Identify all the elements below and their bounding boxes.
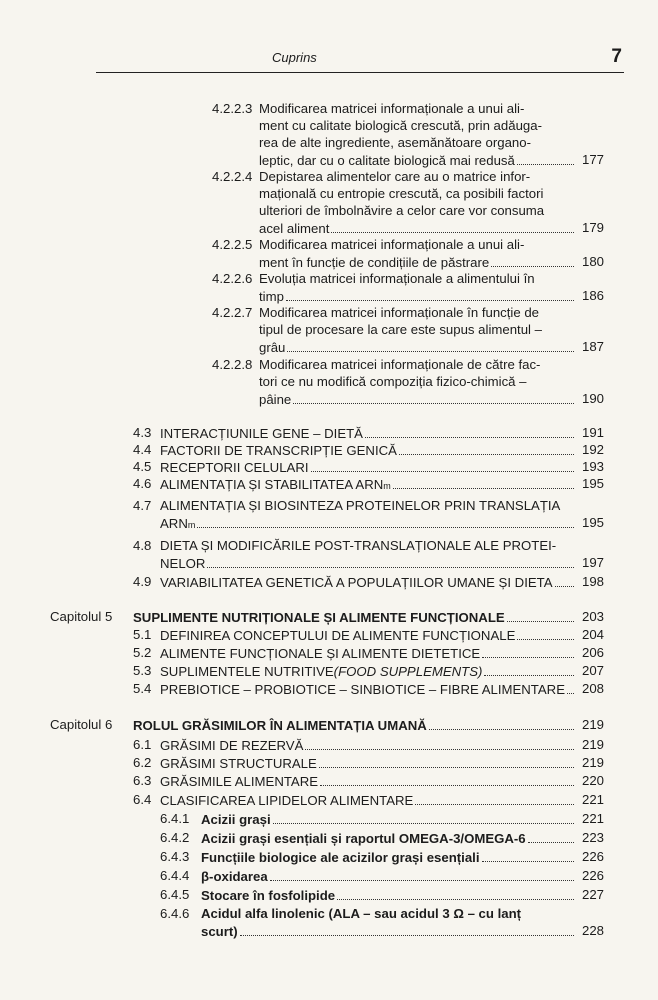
leader-dots xyxy=(197,514,574,528)
subscript: m xyxy=(383,481,391,492)
chapter-label: Capitolul 6 xyxy=(50,717,113,732)
toc-entry xyxy=(0,441,658,458)
entry-text-line xyxy=(259,321,574,338)
leader-dots xyxy=(482,644,574,658)
entry-text-line xyxy=(201,905,574,922)
entry-number: 6.4.4 xyxy=(160,868,190,883)
entry-page-number: 187 xyxy=(581,339,604,354)
entry-title: Funcțiile biologice ale acizilor grași esențiali xyxy=(201,850,480,866)
entry-title: ALIMENTE FUNCȚIONALE ȘI ALIMENTE DIETETICE xyxy=(160,646,481,662)
leader-dots xyxy=(319,754,574,768)
entry-title: Stocare în fosfolipide xyxy=(201,888,336,904)
entry-text-line xyxy=(259,338,574,356)
toc-entry xyxy=(0,100,658,168)
toc-entry xyxy=(0,475,658,492)
entry-number: 4.2.2.4 xyxy=(212,169,253,184)
entry-title: Evoluția matricei informaționale a alimentului în xyxy=(259,271,535,286)
entry-page-number: 219 xyxy=(581,717,604,732)
leader-dots xyxy=(273,810,574,824)
entry-text-line xyxy=(259,219,574,237)
entry-text-line xyxy=(160,772,574,790)
leader-dots xyxy=(528,829,574,843)
leader-dots xyxy=(337,886,574,900)
entry-page-number: 186 xyxy=(581,288,604,303)
entry-number: 4.2.2.6 xyxy=(212,271,253,286)
entry-text-line xyxy=(259,100,574,117)
leader-dots xyxy=(491,253,574,267)
entry-number: 4.2.2.5 xyxy=(212,237,253,252)
entry-number: 6.2 xyxy=(133,755,152,770)
entry-title: DEFINIREA CONCEPTULUI DE ALIMENTE FUNCȚIONALE xyxy=(160,628,516,644)
entry-text-line xyxy=(259,287,574,305)
entry-page-number: 228 xyxy=(581,923,604,938)
entry-page-number: 203 xyxy=(581,609,604,624)
toc-entry xyxy=(0,270,658,304)
entry-title: RECEPTORII CELULARI xyxy=(160,460,309,476)
entry-title: tipul de procesare la care este supus alimentul – xyxy=(259,322,542,337)
entry-page-number: 204 xyxy=(581,627,604,642)
entry-text-line xyxy=(160,475,574,495)
entry-text-line xyxy=(160,626,574,644)
entry-title: pâine xyxy=(259,392,292,408)
entry-title: Modificarea matricei informaționale a unui ali- xyxy=(259,101,525,116)
entry-page-number: 193 xyxy=(581,459,604,474)
toc-entry xyxy=(0,754,658,771)
entry-title: SUPLIMENTELE NUTRITIVE xyxy=(160,664,334,680)
italic-note: (FOOD SUPPLEMENTS) xyxy=(333,664,483,680)
entry-page-number: 208 xyxy=(581,681,604,696)
toc-entry xyxy=(0,829,658,846)
entry-title: ment în funcție de condițiile de păstrare xyxy=(259,255,490,271)
entry-page-number: 221 xyxy=(581,792,604,807)
entry-text-line xyxy=(259,373,574,390)
leader-dots xyxy=(484,662,574,676)
subscript: m xyxy=(187,520,196,531)
entry-title: NELOR xyxy=(160,556,206,572)
entry-title: Modificarea matricei informaționale în funcție de xyxy=(259,305,540,320)
entry-title: DIETA ȘI MODIFICĂRILE POST-TRANSLAȚIONALE ALE PROTEI- xyxy=(160,538,557,553)
page-number: 7 xyxy=(611,46,622,67)
entry-text-line xyxy=(259,151,574,169)
entry-number: 4.4 xyxy=(133,442,152,457)
toc-entry xyxy=(0,886,658,903)
entry-title: mațională cu entropie crescută, ca posibili factori xyxy=(259,186,544,201)
entry-number: 4.7 xyxy=(133,498,152,513)
entry-title: leptic, dar cu o calitate biologică mai redusă xyxy=(259,153,515,169)
entry-text-line xyxy=(259,168,574,185)
entry-text-line xyxy=(160,662,574,680)
entry-title: GRĂSIMILE ALIMENTARE xyxy=(160,774,319,790)
toc-entry xyxy=(0,168,658,236)
entry-title: CLASIFICAREA LIPIDELOR ALIMENTARE xyxy=(160,793,414,809)
entry-page-number: 219 xyxy=(581,737,604,752)
entry-text-line xyxy=(259,356,574,373)
entry-title: grâu xyxy=(259,340,286,356)
entry-text-line xyxy=(259,117,574,134)
entry-text-line xyxy=(259,304,574,321)
entry-text-line xyxy=(160,514,574,534)
entry-text-line xyxy=(201,886,574,904)
entry-title: timp xyxy=(259,289,284,305)
header-title: Cuprins xyxy=(272,50,317,65)
entry-number: 5.4 xyxy=(133,681,152,696)
entry-text-line xyxy=(160,573,574,591)
toc-entry xyxy=(0,772,658,789)
entry-title: tori ce nu modifică compoziția fizico-chimică – xyxy=(259,374,527,389)
entry-title: Acizii grași xyxy=(201,812,271,828)
entry-number: 4.9 xyxy=(133,574,152,589)
entry-page-number: 195 xyxy=(581,476,604,491)
leader-dots xyxy=(365,424,574,438)
entry-number: 6.4 xyxy=(133,792,152,807)
entry-text-line xyxy=(201,848,574,866)
entry-number: 6.4.3 xyxy=(160,849,190,864)
entry-text-line xyxy=(160,680,574,698)
entry-text-line xyxy=(259,202,574,219)
toc-entry xyxy=(0,680,658,697)
entry-page-number: 197 xyxy=(581,555,604,570)
entry-page-number: 195 xyxy=(581,515,604,530)
entry-text-line xyxy=(259,270,574,287)
toc-entry xyxy=(0,905,658,939)
entry-title: GRĂSIMI DE REZERVĂ xyxy=(160,738,304,754)
entry-page-number: 190 xyxy=(581,391,604,406)
entry-number: 4.2.2.3 xyxy=(212,101,253,116)
leader-dots xyxy=(393,475,574,489)
entry-number: 5.2 xyxy=(133,645,152,660)
toc-entry xyxy=(0,424,658,441)
entry-title: SUPLIMENTE NUTRIȚIONALE ȘI ALIMENTE FUNCȚIONALE xyxy=(133,610,505,626)
entry-title: PREBIOTICE – PROBIOTICE – SINBIOTICE – FIBRE ALIMENTARE xyxy=(160,682,565,698)
entry-title: GRĂSIMI STRUCTURALE xyxy=(160,756,317,772)
toc-chapter-entry xyxy=(0,608,658,625)
entry-title: scurt) xyxy=(201,924,238,940)
entry-number: 6.4.2 xyxy=(160,830,190,845)
entry-page-number: 179 xyxy=(581,220,604,235)
entry-text-line xyxy=(133,716,574,734)
entry-page-number: 223 xyxy=(581,830,604,845)
entry-text-line xyxy=(160,458,574,476)
entry-title: ALIMENTAȚIA ȘI STABILITATEA ARN xyxy=(160,477,384,493)
leader-dots xyxy=(399,441,574,455)
toc-entry xyxy=(0,644,658,661)
entry-title: rea de alte ingrediente, asemănătoare organo- xyxy=(259,135,531,150)
entry-page-number: 227 xyxy=(581,887,604,902)
leader-dots xyxy=(270,867,574,881)
entry-title: Modificarea matricei informaționale a unui ali- xyxy=(259,237,525,252)
leader-dots xyxy=(429,716,574,730)
entry-number: 6.4.5 xyxy=(160,887,190,902)
toc-entry xyxy=(0,537,658,571)
entry-number: 4.6 xyxy=(133,476,152,491)
toc-entry xyxy=(0,662,658,679)
entry-page-number: 226 xyxy=(581,849,604,864)
leader-dots xyxy=(293,390,574,404)
entry-text-line xyxy=(259,390,574,408)
entry-text-line xyxy=(201,810,574,828)
toc-entry xyxy=(0,236,658,270)
toc-entry xyxy=(0,736,658,753)
entry-page-number: 207 xyxy=(581,663,604,678)
entry-text-line xyxy=(160,497,574,514)
entry-text-line xyxy=(133,608,574,626)
entry-page-number: 180 xyxy=(581,254,604,269)
entry-text-line xyxy=(201,829,574,847)
toc-entry xyxy=(0,458,658,475)
toc-entry xyxy=(0,573,658,590)
toc-entry xyxy=(0,356,658,407)
entry-text-line xyxy=(160,644,574,662)
entry-number: 4.8 xyxy=(133,538,152,553)
entry-page-number: 198 xyxy=(581,574,604,589)
leader-dots xyxy=(415,791,574,805)
entry-title: VARIABILITATEA GENETICĂ A POPULAȚIILOR UMANE ȘI DIETA xyxy=(160,575,553,591)
leader-dots xyxy=(311,458,574,472)
entry-number: 6.3 xyxy=(133,773,152,788)
entry-title: Acizii grași esențiali și raportul OMEGA-3/OMEGA-6 xyxy=(201,831,526,847)
entry-number: 4.3 xyxy=(133,425,152,440)
leader-dots xyxy=(305,736,574,750)
toc-chapter-entry xyxy=(0,716,658,733)
entry-text-line xyxy=(160,441,574,459)
entry-number: 6.4.1 xyxy=(160,811,190,826)
entry-title: ment cu calitate biologică crescută, prin adăuga- xyxy=(259,118,542,133)
entry-title: Modificarea matricei informaționale de către fac- xyxy=(259,357,541,372)
entry-text-line xyxy=(160,424,574,442)
leader-dots xyxy=(482,848,575,862)
entry-title: INTERACȚIUNILE GENE – DIETĂ xyxy=(160,426,363,442)
entry-text-line xyxy=(259,185,574,202)
entry-page-number: 191 xyxy=(581,425,604,440)
entry-text-line xyxy=(259,253,574,271)
entry-number: 6.1 xyxy=(133,737,152,752)
entry-title: ulteriori de îmbolnăvire a celor care vor consuma xyxy=(259,203,545,218)
toc-entry xyxy=(0,304,658,355)
entry-text-line xyxy=(201,867,574,885)
entry-page-number: 192 xyxy=(581,442,604,457)
entry-title: FACTORII DE TRANSCRIPȚIE GENICĂ xyxy=(160,443,397,459)
leader-dots xyxy=(555,573,574,587)
chapter-label: Capitolul 5 xyxy=(50,609,113,624)
leader-dots xyxy=(286,287,574,301)
entry-text-line xyxy=(259,236,574,253)
entry-title: ALIMENTAȚIA ȘI BIOSINTEZA PROTEINELOR PRIN TRANSLAȚIA xyxy=(160,498,561,513)
entry-text-line xyxy=(160,537,574,554)
entry-title: ROLUL GRĂSIMILOR ÎN ALIMENTAȚIA UMANĂ xyxy=(133,718,427,734)
leader-dots xyxy=(207,554,574,568)
entry-page-number: 220 xyxy=(581,773,604,788)
leader-dots xyxy=(320,772,574,786)
leader-dots xyxy=(517,626,574,640)
entry-text-line xyxy=(201,922,574,940)
entry-text-line xyxy=(160,791,574,809)
entry-number: 5.1 xyxy=(133,627,152,642)
entry-title: Depistarea alimentelor care au o matrice infor- xyxy=(259,169,531,184)
entry-title: Acidul alfa linolenic (ALA – sau acidul 3 Ω – cu lanț xyxy=(201,906,522,921)
entry-text-line xyxy=(160,554,574,572)
entry-page-number: 177 xyxy=(581,152,604,167)
leader-dots xyxy=(517,151,574,165)
leader-dots xyxy=(507,608,574,622)
entry-text-line xyxy=(160,736,574,754)
leader-dots xyxy=(240,922,574,936)
entry-text-line xyxy=(160,754,574,772)
toc-entry xyxy=(0,791,658,808)
leader-dots xyxy=(567,680,574,694)
toc-entry xyxy=(0,810,658,827)
leader-dots xyxy=(287,338,574,352)
entry-title: ARN xyxy=(160,516,188,532)
entry-number: 6.4.6 xyxy=(160,906,190,921)
toc-entry xyxy=(0,867,658,884)
entry-number: 5.3 xyxy=(133,663,152,678)
leader-dots xyxy=(331,219,574,233)
entry-number: 4.2.2.8 xyxy=(212,357,253,372)
entry-number: 4.5 xyxy=(133,459,152,474)
entry-page-number: 219 xyxy=(581,755,604,770)
toc-entry xyxy=(0,626,658,643)
entry-page-number: 206 xyxy=(581,645,604,660)
entry-page-number: 226 xyxy=(581,868,604,883)
entry-title: β-oxidarea xyxy=(201,869,268,885)
entry-page-number: 221 xyxy=(581,811,604,826)
entry-number: 4.2.2.7 xyxy=(212,305,253,320)
toc-entry xyxy=(0,497,658,531)
toc-entry xyxy=(0,848,658,865)
entry-title: acel aliment xyxy=(259,221,330,237)
entry-text-line xyxy=(259,134,574,151)
